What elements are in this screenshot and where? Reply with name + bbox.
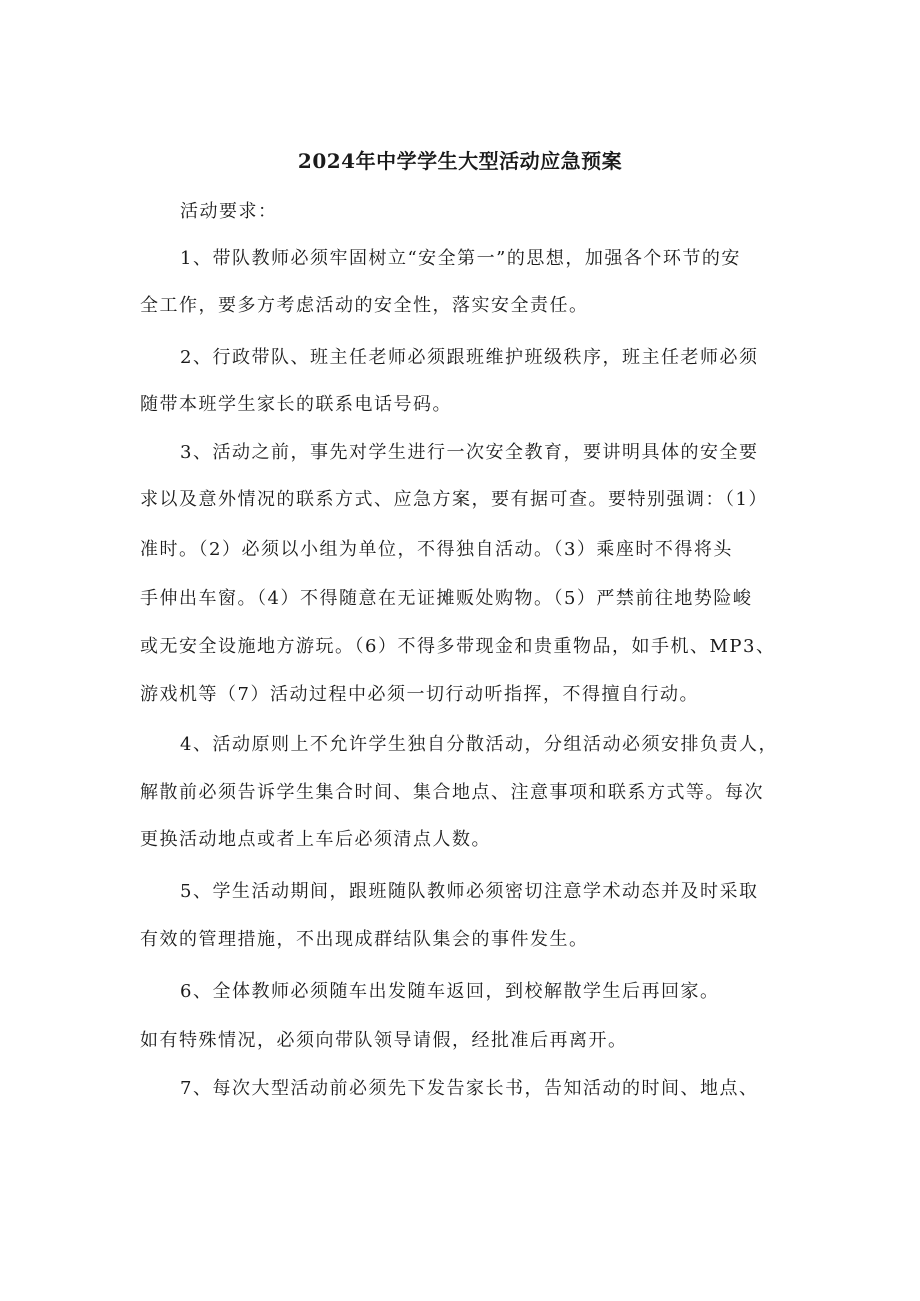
item-6-line-2: 如有特殊情况，必须向带队领导请假，经批准后再离开。 [140,1030,628,1051]
item-4-line-2: 解散前必须告诉学生集合时间、集合地点、注意事项和联系方式等。每次 [140,782,764,803]
item-3-line-1: 3、活动之前，事先对学生进行一次安全教育，要讲明具体的安全要 [180,442,759,463]
item-3-line-2: 求以及意外情况的联系方式、应急方案，要有据可查。要特别强调：（1） [140,489,768,510]
section-heading: 活动要求： [180,201,278,222]
item-6-line-1: 6、全体教师必须随车出发随车返回，到校解散学生后再回家。 [180,981,720,1002]
item-3-line-6: 游戏机等（7）活动过程中必须一切行动听指挥，不得擅自行动。 [140,684,699,705]
item-3-line-4: 手伸出车窗。（4）不得随意在无证摊贩处购物。（5）严禁前往地势险峻 [140,588,753,609]
item-4-line-1: 4、活动原则上不允许学生独自分散活动，分组活动必须安排负责人， [180,734,778,755]
item-5-line-2: 有效的管理措施，不出现成群结队集会的事件发生。 [140,929,589,950]
item-7-line-1: 7、每次大型活动前必须先下发告家长书，告知活动的时间、地点、 [180,1078,759,1099]
item-1-line-1: 1、带队教师必须牢固树立“安全第一”的思想，加强各个环节的安 [180,248,741,269]
item-3-line-3: 准时。（2）必须以小组为单位，不得独自活动。（3）乘座时不得将头 [140,539,733,560]
item-5-line-1: 5、学生活动期间，跟班随队教师必须密切注意学术动态并及时采取 [180,881,759,902]
document-title: 2024年中学学生大型活动应急预案 [297,149,623,173]
item-2-line-1: 2、行政带队、班主任老师必须跟班维护班级秩序，班主任老师必须 [180,347,759,368]
item-3-line-5: 或无安全设施地方游玩。（6）不得多带现金和贵重物品，如手机、MP3、 [140,636,776,657]
item-2-line-2: 随带本班学生家长的联系电话号码。 [140,394,452,415]
item-4-line-3: 更换活动地点或者上车后必须清点人数。 [140,829,491,850]
item-1-line-2: 全工作，要多方考虑活动的安全性，落实安全责任。 [140,295,589,316]
